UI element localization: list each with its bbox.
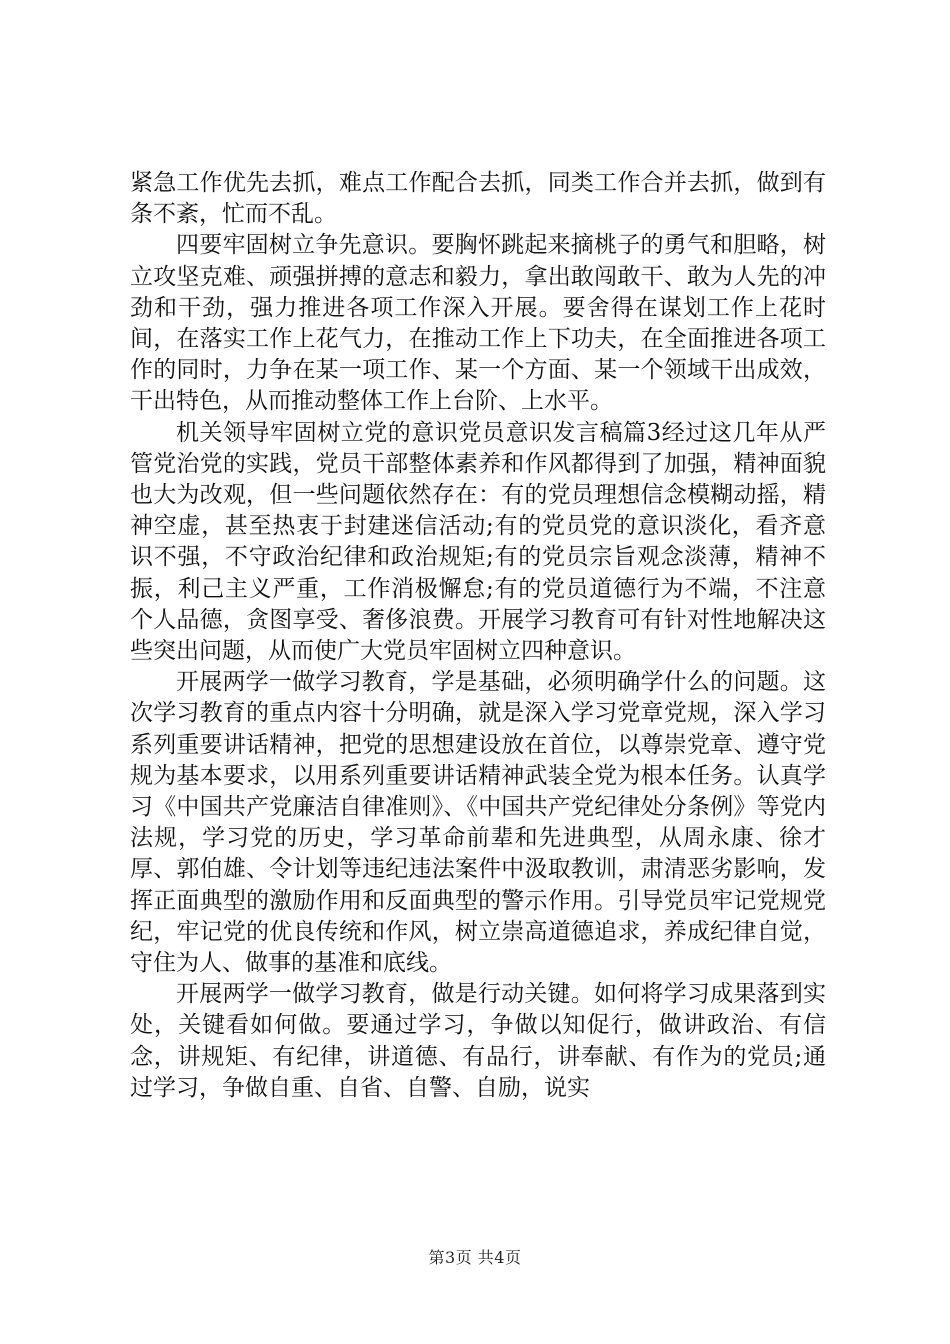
paragraph-5: 开展两学一做学习教育，做是行动关键。如何将学习成果落到实处，关键看如何做。要通过学习，争做以知促行，做讲政治、有信念，讲规矩、有纪律，讲道德、有品行，讲奉献、有作为的党员;通过学习，争做自重、自省、自警、自励，说实 [130, 981, 826, 1101]
document-body [130, 168, 826, 1104]
paragraph-4: 开展两学一做学习教育，学是基础，必须明确学什么的问题。这次学习教育的重点内容十分明确，就是深入学习党章党规，深入学习系列重要讲话精神，把党的思想建设放在首位，以尊崇党章、遵守党规为基本要求，以用系列重要讲话精神武装全党为根本任务。认真学习《中国共产党廉洁自律准则》、《中国共产党纪律处分条例》等党内法规，学习党的历史，学习革命前辈和先进典型，从周永康、徐才厚、郭伯雄、令计划等违纪违法案件中汲取教训，肃清恶劣影响，发挥正面典型的激励作用和反面典型的警示作用。引导党员牢记党规党纪，牢记党的优良传统和作风，树立崇高道德追求，养成纪律自觉，守住为人、做事的基准和底线。 [130, 669, 826, 977]
page-number-footer: 第3页 共4页 [428, 1248, 522, 1267]
paragraph-3: 机关领导牢固树立党的意识党员意识发言稿篇3经过这几年从严管党治党的实践，党员干部整体素养和作风都得到了加强，精神面貌也大为改观，但一些问题依然存在：有的党员理想信念模糊动摇，精神空虚，甚至热衷于封建迷信活动;有的党员党的意识淡化，看齐意识不强，不守政治纪律和政治规矩;有的党员宗旨观念淡薄，精神不振，利己主义严重，工作消极懈怠;有的党员道德行为不端，不注意个人品德，贪图享受、奢侈浪费。开展学习教育可有针对性地解决这些突出问题，从而使广大党员牢固树立四种意识。 [130, 419, 826, 665]
paragraph-2: 四要牢固树立争先意识。要胸怀跳起来摘桃子的勇气和胆略，树立攻坚克难、顽强拼搏的意志和毅力，拿出敢闯敢干、敢为人先的冲劲和干劲，强力推进各项工作深入开展。要舍得在谋划工作上花时间，在落实工作上花气力，在推动工作上下功夫，在全面推进各项工作的同时，力争在某一项工作、某一个方面、某一个领域干出成效，干出特色，从而推动整体工作上台阶、上水平。 [130, 232, 826, 415]
paragraph-1: 紧急工作优先去抓，难点工作配合去抓，同类工作合并去抓，做到有条不紊，忙而不乱。 [130, 170, 826, 228]
